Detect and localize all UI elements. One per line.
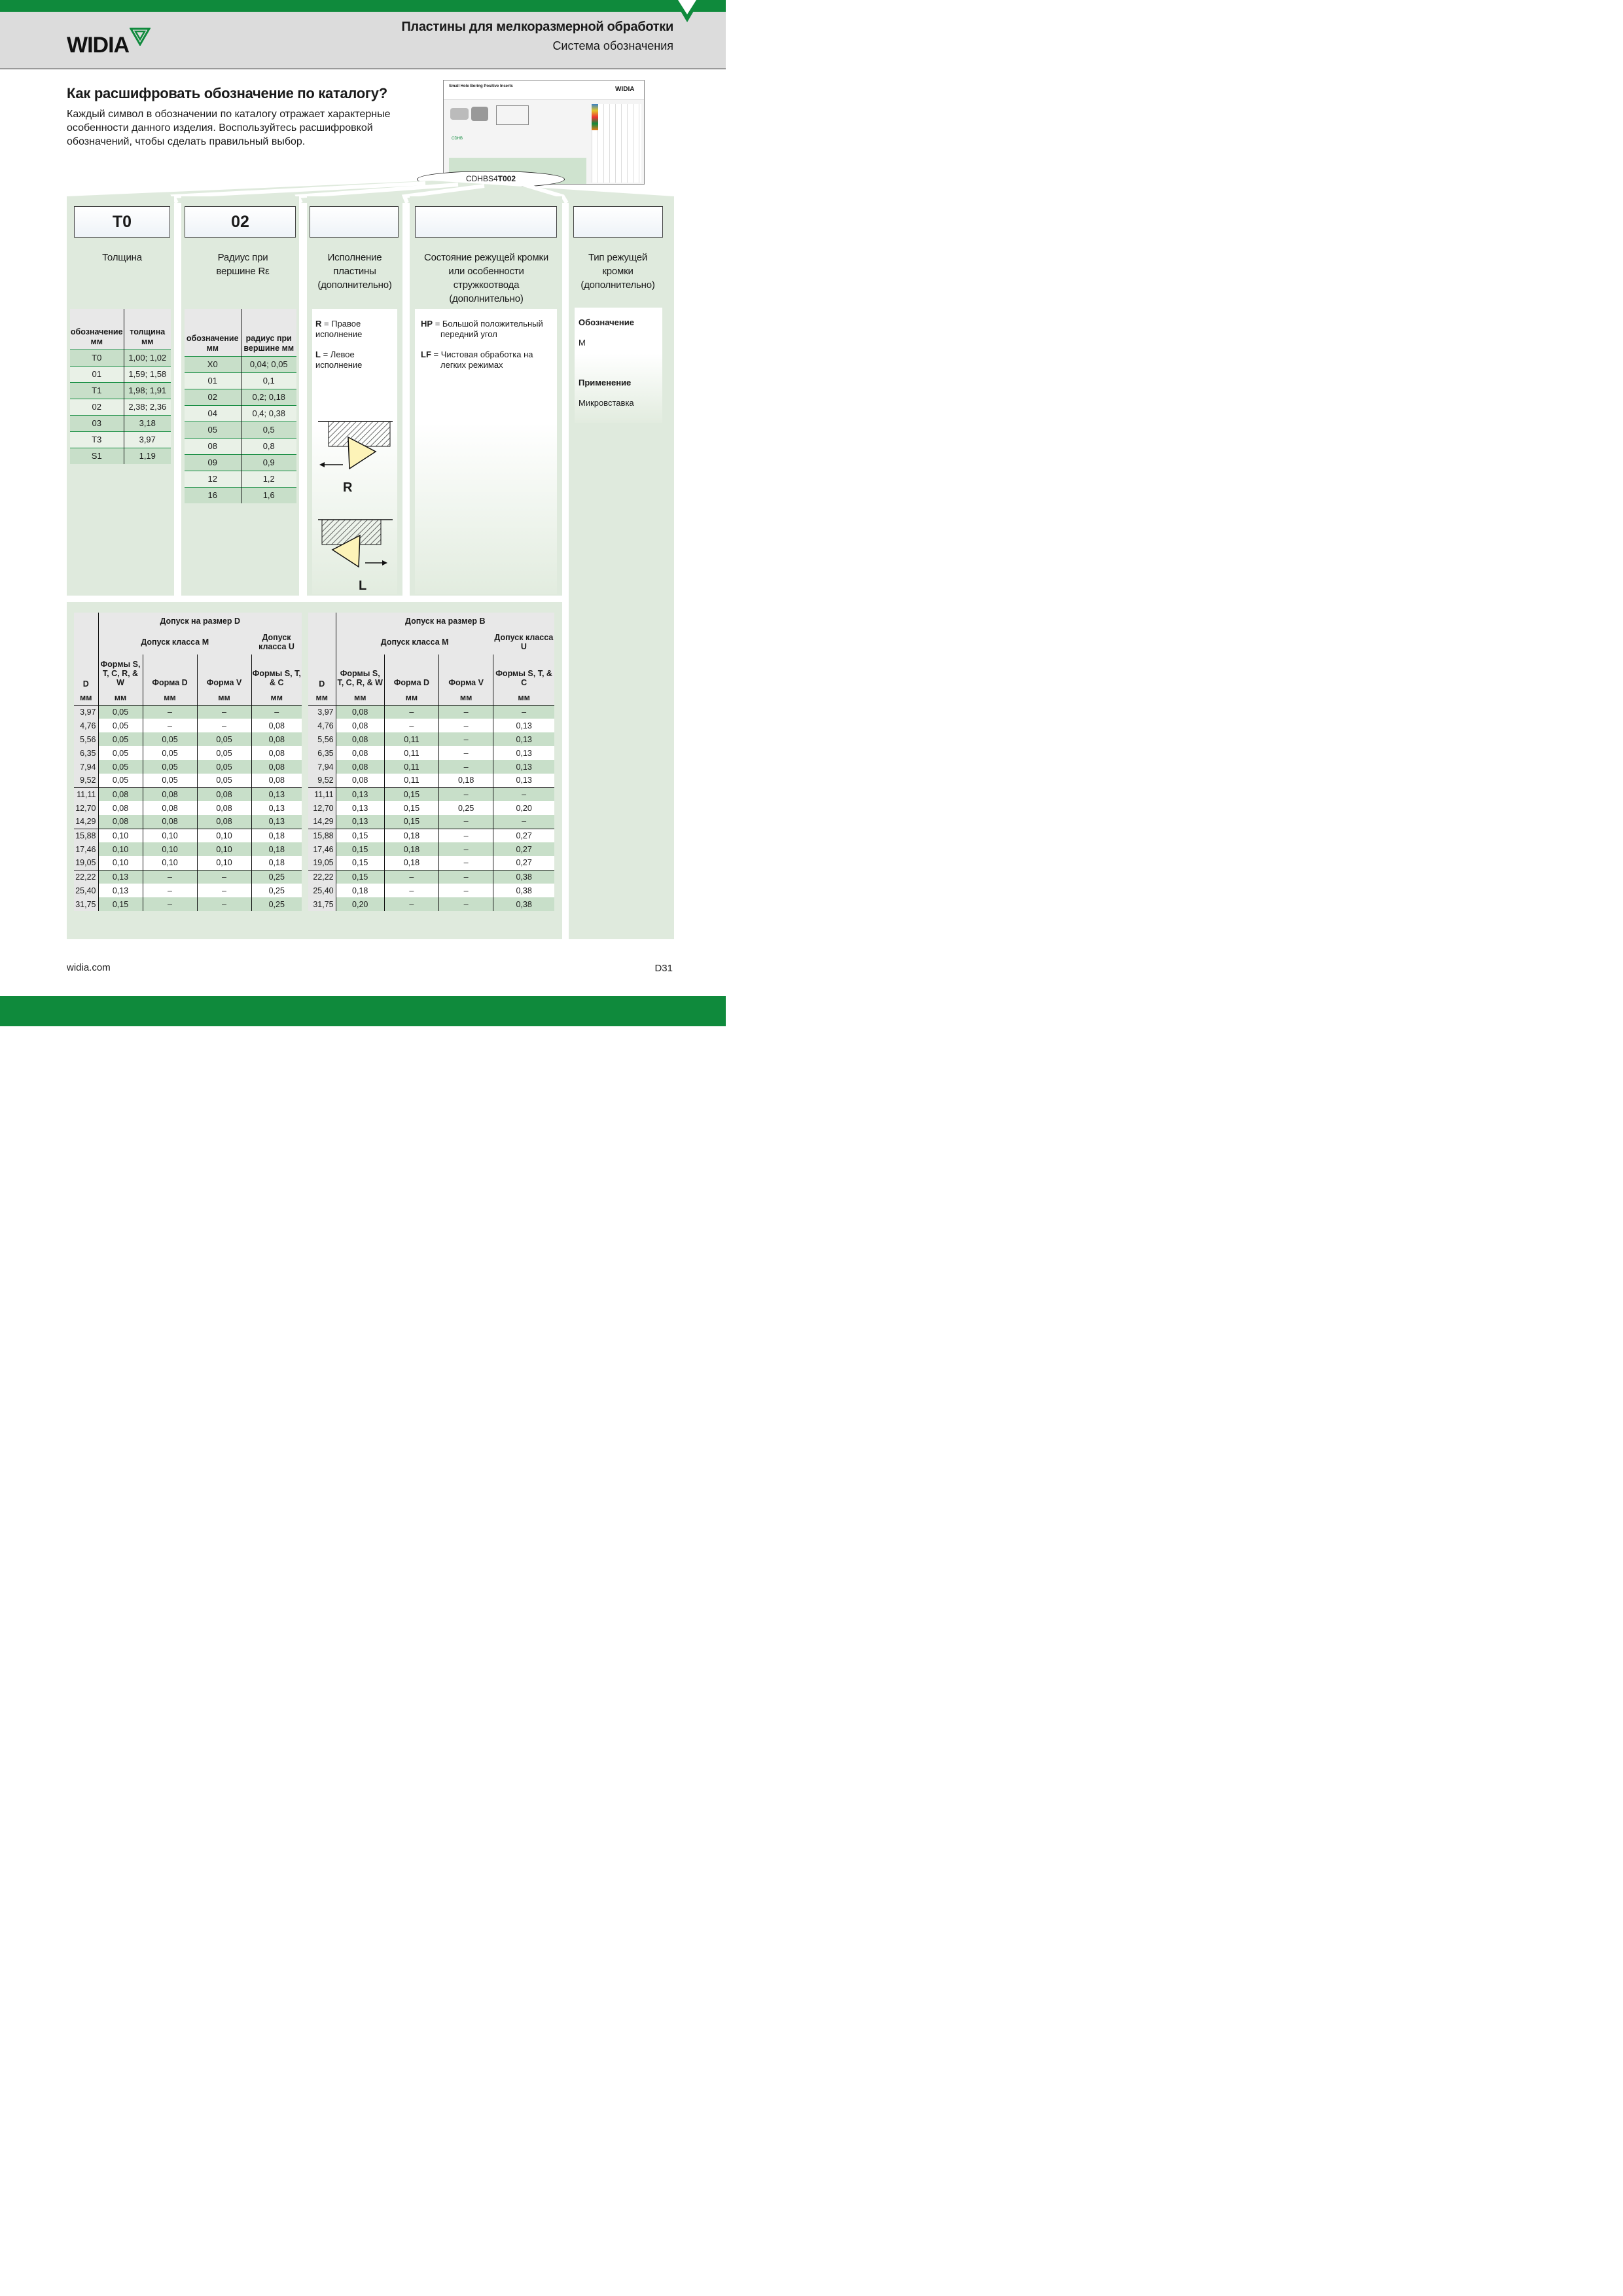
thumb-title: Small Hole Boring Positive Inserts bbox=[449, 84, 513, 88]
size-cell: 14,29 bbox=[74, 815, 98, 829]
label-edge: Состояние режущей кромки или особенности стружкоотвода (дополнительно) bbox=[424, 252, 548, 304]
type-heading-designation: Обозначение bbox=[579, 317, 634, 327]
tolerance-cell: 0,05 bbox=[143, 760, 197, 774]
tolerance-cell: 0,08 bbox=[98, 787, 143, 801]
tolerance-cell: 0,08 bbox=[98, 801, 143, 815]
table-row bbox=[308, 829, 554, 842]
table-row bbox=[74, 815, 302, 829]
tolerance-cell: 0,18 bbox=[439, 774, 493, 787]
catalog-thumbnail bbox=[443, 80, 645, 185]
table-row bbox=[308, 760, 554, 774]
tol-d-h4: Формы S, T, & C bbox=[251, 655, 302, 691]
tolerance-cell: – bbox=[439, 787, 493, 801]
tolerance-cell: – bbox=[384, 884, 438, 897]
tolerance-cell: 0,11 bbox=[384, 760, 438, 774]
table-row bbox=[74, 801, 302, 815]
tolerance-cell: – bbox=[197, 719, 251, 732]
tol-b-classU: Допуск класса U bbox=[493, 630, 554, 655]
tolerance-cell: 0,27 bbox=[493, 856, 554, 870]
tolerance-cell: – bbox=[197, 897, 251, 911]
tolerance-cell: 0,15 bbox=[336, 870, 384, 884]
tolerance-cell: 0,08 bbox=[251, 719, 302, 732]
tolerance-cell: 0,08 bbox=[197, 801, 251, 815]
tolerance-cell: 0,38 bbox=[493, 870, 554, 884]
radius-th2: радиус при вершине мм bbox=[241, 309, 296, 356]
tolerance-cell: 0,08 bbox=[336, 760, 384, 774]
table-row bbox=[308, 897, 554, 911]
tolerance-cell: 0,08 bbox=[98, 815, 143, 829]
tolerance-cell: – bbox=[439, 870, 493, 884]
size-cell: 12,70 bbox=[74, 801, 98, 815]
table-row: 12 1,2 bbox=[185, 471, 296, 487]
size-cell: 9,52 bbox=[74, 774, 98, 787]
intro-text: Каждый символ в обозначении по каталогу отражает характерные особенности данного изделия. Воспользуйтесь расшифровкой обозначений, чтобы сделать правильный выбор. bbox=[67, 109, 391, 147]
table-row: X0 0,04; 0,05 bbox=[185, 356, 296, 372]
tolerance-cell: 0,18 bbox=[251, 829, 302, 842]
tolerance-cell: – bbox=[439, 897, 493, 911]
table-row bbox=[74, 719, 302, 732]
tolerance-cell: 0,10 bbox=[98, 829, 143, 842]
tolerance-cell: 0,10 bbox=[197, 829, 251, 842]
tolerance-cell: 0,18 bbox=[384, 842, 438, 856]
tolerance-cell: 0,05 bbox=[98, 705, 143, 719]
tolerance-cell: – bbox=[143, 719, 197, 732]
edge-lf-note: LF = Чистовая обработка на легких режимах bbox=[421, 350, 533, 370]
table-row bbox=[74, 705, 302, 719]
tolerance-cell: 0,20 bbox=[336, 897, 384, 911]
size-cell: 31,75 bbox=[308, 897, 336, 911]
radius-table bbox=[185, 309, 296, 503]
page-number: D31 bbox=[654, 963, 673, 974]
table-row bbox=[308, 815, 554, 829]
tolerance-cell: 0,15 bbox=[336, 829, 384, 842]
tol-b-h3: Форма V bbox=[439, 655, 493, 691]
thumb-brand: WIDIA bbox=[615, 86, 635, 93]
code-box-edge bbox=[415, 206, 557, 238]
size-cell: 5,56 bbox=[74, 732, 98, 746]
table-row bbox=[308, 801, 554, 815]
table-row bbox=[74, 884, 302, 897]
label-hand: Исполнение пластины (дополнительно) bbox=[317, 252, 392, 291]
table-row bbox=[74, 774, 302, 787]
tolerance-cell: 0,18 bbox=[384, 829, 438, 842]
tol-d-h1: Формы S, T, C, R, & W bbox=[98, 655, 143, 691]
type-heading-application: Применение bbox=[579, 378, 632, 387]
size-cell: 6,35 bbox=[74, 746, 98, 760]
size-cell: 6,35 bbox=[308, 746, 336, 760]
tolerance-cell: 0,10 bbox=[143, 856, 197, 870]
code-box-radius: 02 bbox=[185, 206, 296, 238]
label-radius: Радиус при вершине Rε bbox=[216, 252, 270, 277]
table-row: 02 2,38; 2,36 bbox=[70, 399, 171, 415]
tolerance-cell: – bbox=[439, 815, 493, 829]
tolerance-cell: 0,05 bbox=[143, 746, 197, 760]
tolerance-cell: 0,10 bbox=[98, 842, 143, 856]
radius-th1: обозначение мм bbox=[185, 309, 241, 356]
r-figure-label: R bbox=[343, 480, 353, 495]
tolerance-cell: 0,13 bbox=[336, 801, 384, 815]
tol-b-classM: Допуск класса M bbox=[336, 630, 493, 655]
tolerance-cell: 0,05 bbox=[98, 774, 143, 787]
label-type: Тип режущей кромки (дополнительно) bbox=[580, 252, 655, 291]
tolerance-cell: 0,05 bbox=[197, 732, 251, 746]
size-cell: 19,05 bbox=[74, 856, 98, 870]
tolerance-b-table: D Допуск на размер B Допуск класса M Допуск класса U Формы S, T, C, R, & W Форма D Форма V Формы S, T, & C мм мм мм мм мм 3,97 0,08 – – – 4,76 0,08 – – 0,13 5,56 0,08 0,11 – 0,13 6,35 0,08 0,11 – 0,13 7,94 0,08 0,11 – 0,13 9,52 0,08 0,11 0,18 0,13 11,11 0,13 0,15 – – 12,70 0,13 0,15 0,25 0,20 14,29 0,13 0,15 – – 15,88 0,15 0,18 – 0,27 17,46 0,15 0,18 – 0,27 19,05 0,15 0,18 – 0,27 22,22 0,15 – – 0,38 25,40 0,18 – – 0,38 31,75 0,20 – – 0,38 bbox=[308, 613, 554, 911]
tolerance-cell: 0,10 bbox=[197, 842, 251, 856]
tolerance-cell: 0,11 bbox=[384, 746, 438, 760]
size-cell: 22,22 bbox=[308, 870, 336, 884]
table-row: S1 1,19 bbox=[70, 448, 171, 464]
tol-b-h4: Формы S, T, & C bbox=[493, 655, 554, 691]
tolerance-cell: – bbox=[493, 705, 554, 719]
size-cell: 25,40 bbox=[308, 884, 336, 897]
tolerance-cell: 0,05 bbox=[197, 774, 251, 787]
table-row: 09 0,9 bbox=[185, 454, 296, 471]
tolerance-cell: 0,10 bbox=[197, 856, 251, 870]
tolerance-cell: 0,13 bbox=[98, 884, 143, 897]
tolerance-cell: 0,25 bbox=[251, 884, 302, 897]
tol-d-title: Допуск на размер D bbox=[98, 613, 302, 630]
tolerance-cell: 0,18 bbox=[336, 884, 384, 897]
table-row: 04 0,4; 0,38 bbox=[185, 405, 296, 422]
size-cell: 5,56 bbox=[308, 732, 336, 746]
tolerance-cell: 0,08 bbox=[251, 732, 302, 746]
tolerance-cell: 0,15 bbox=[384, 815, 438, 829]
type-value-application: Микровставка bbox=[579, 398, 634, 408]
tolerance-cell: 0,11 bbox=[384, 732, 438, 746]
widia-logo: WIDIA bbox=[67, 33, 130, 58]
size-cell: 31,75 bbox=[74, 897, 98, 911]
tol-b-title: Допуск на размер B bbox=[336, 613, 554, 630]
table-row bbox=[308, 870, 554, 884]
tolerance-cell: 0,05 bbox=[197, 760, 251, 774]
tolerance-cell: – bbox=[197, 705, 251, 719]
thickness-th2: толщина мм bbox=[124, 309, 171, 350]
table-row bbox=[308, 787, 554, 801]
page-title: Как расшифровать обозначение по каталогу? bbox=[67, 85, 387, 101]
corner-notch-inner bbox=[678, 0, 696, 14]
edge-hp-note: HP = Большой положительный передний угол bbox=[421, 319, 543, 339]
size-cell: 4,76 bbox=[308, 719, 336, 732]
tolerance-cell: 0,08 bbox=[197, 815, 251, 829]
table-row bbox=[308, 732, 554, 746]
catalog-page bbox=[0, 0, 726, 1026]
tolerance-cell: 0,18 bbox=[251, 842, 302, 856]
code-box-hand bbox=[310, 206, 399, 238]
tolerance-cell: – bbox=[439, 856, 493, 870]
table-row bbox=[74, 732, 302, 746]
tolerance-d-table: D Допуск на размер D Допуск класса M Допуск класса U Формы S, T, C, R, & W Форма D Форма V Формы S, T, & C мм мм мм мм мм 3,97 0,05 – – – 4,76 0,05 – – 0,08 5,56 0,05 0,05 0,05 0,08 6,35 0,05 0,05 0,05 0,08 7,94 0,05 0,05 0,05 0,08 9,52 0,05 0,05 0,05 0,08 11,11 0,08 0,08 0,08 0,13 12,70 0,08 0,08 0,08 0,13 14,29 0,08 0,08 0,08 0,13 15,88 0,10 0,10 0,10 0,18 17,46 0,10 0,10 0,10 0,18 19,05 0,10 0,10 0,10 0,18 22,22 0,13 – – 0,25 25,40 0,13 – – 0,25 31,75 0,15 – – 0,25 bbox=[74, 613, 302, 911]
tolerance-cell: 0,08 bbox=[251, 760, 302, 774]
size-cell: 12,70 bbox=[308, 801, 336, 815]
tolerance-cell: 0,08 bbox=[143, 801, 197, 815]
top-green-bar bbox=[0, 0, 726, 12]
tolerance-cell: 0,08 bbox=[197, 787, 251, 801]
table-row bbox=[74, 829, 302, 842]
table-row bbox=[308, 856, 554, 870]
table-row: 03 3,18 bbox=[70, 415, 171, 431]
header-subtitle: Система обозначения bbox=[552, 39, 673, 52]
tolerance-cell: 0,13 bbox=[493, 774, 554, 787]
tolerance-cell: – bbox=[439, 705, 493, 719]
tolerance-cell: 0,27 bbox=[493, 829, 554, 842]
callout-bold: T002 bbox=[497, 174, 516, 183]
tolerance-cell: – bbox=[384, 705, 438, 719]
l-figure-label: L bbox=[359, 579, 367, 593]
hand-l-note: L = Левое исполнение bbox=[315, 350, 363, 370]
tolerance-cell: 0,13 bbox=[493, 746, 554, 760]
widia-triangle-icon bbox=[130, 27, 151, 46]
bottom-green-bar bbox=[0, 996, 726, 1026]
tolerance-cell: 0,25 bbox=[251, 897, 302, 911]
tolerance-b-body bbox=[308, 705, 554, 911]
table-row bbox=[308, 705, 554, 719]
size-cell: 25,40 bbox=[74, 884, 98, 897]
callout-prefix: CDHBS4 bbox=[465, 174, 498, 183]
tolerance-cell: – bbox=[493, 787, 554, 801]
tolerance-cell: 0,15 bbox=[98, 897, 143, 911]
tolerance-cell: – bbox=[439, 829, 493, 842]
tolerance-cell: – bbox=[493, 815, 554, 829]
tolerance-cell: – bbox=[197, 870, 251, 884]
header-title: Пластины для мелкоразмерной обработки bbox=[401, 20, 673, 34]
size-cell: 3,97 bbox=[74, 705, 98, 719]
thickness-th1: обозначение мм bbox=[70, 309, 124, 350]
table-row: T3 3,97 bbox=[70, 431, 171, 448]
table-row: T0 1,00; 1,02 bbox=[70, 350, 171, 366]
size-cell: 3,97 bbox=[308, 705, 336, 719]
table-row bbox=[308, 842, 554, 856]
tolerance-cell: 0,13 bbox=[336, 815, 384, 829]
tolerance-cell: – bbox=[143, 884, 197, 897]
tolerance-cell: 0,08 bbox=[143, 787, 197, 801]
tolerance-cell: 0,05 bbox=[197, 746, 251, 760]
tolerance-cell: – bbox=[143, 870, 197, 884]
tol-d-h2: Форма D bbox=[143, 655, 197, 691]
tolerance-cell: – bbox=[251, 705, 302, 719]
tolerance-cell: 0,10 bbox=[98, 856, 143, 870]
code-box-thickness: T0 bbox=[74, 206, 170, 238]
table-row bbox=[74, 870, 302, 884]
tolerance-cell: 0,18 bbox=[251, 856, 302, 870]
tol-d-h3: Форма V bbox=[197, 655, 251, 691]
size-cell: 7,94 bbox=[74, 760, 98, 774]
tolerance-cell: 0,13 bbox=[493, 719, 554, 732]
tolerance-cell: – bbox=[143, 897, 197, 911]
tolerance-cell: 0,27 bbox=[493, 842, 554, 856]
tolerance-cell: 0,10 bbox=[143, 829, 197, 842]
size-cell: 22,22 bbox=[74, 870, 98, 884]
tolerance-cell: – bbox=[439, 842, 493, 856]
size-cell: 9,52 bbox=[308, 774, 336, 787]
tol-b-h2: Форма D bbox=[384, 655, 438, 691]
tolerance-cell: 0,08 bbox=[336, 774, 384, 787]
size-cell: 4,76 bbox=[74, 719, 98, 732]
tolerance-cell: 0,11 bbox=[384, 774, 438, 787]
thumb-series: CDHB bbox=[452, 137, 463, 141]
tolerance-cell: 0,08 bbox=[336, 732, 384, 746]
tolerance-cell: 0,05 bbox=[143, 732, 197, 746]
tol-b-h1: Формы S, T, C, R, & W bbox=[336, 655, 384, 691]
tolerance-cell: 0,08 bbox=[336, 719, 384, 732]
size-cell: 17,46 bbox=[74, 842, 98, 856]
type-value-designation: M bbox=[579, 338, 586, 348]
table-row: 08 0,8 bbox=[185, 438, 296, 454]
table-row bbox=[308, 774, 554, 787]
tolerance-cell: 0,18 bbox=[384, 856, 438, 870]
tolerance-cell: 0,38 bbox=[493, 884, 554, 897]
table-row: 01 1,59; 1,58 bbox=[70, 366, 171, 382]
table-row bbox=[308, 719, 554, 732]
tolerance-cell: 0,05 bbox=[98, 732, 143, 746]
tolerance-cell: 0,13 bbox=[98, 870, 143, 884]
size-cell: 15,88 bbox=[308, 829, 336, 842]
tolerance-cell: 0,13 bbox=[493, 760, 554, 774]
right-hand-diagram bbox=[317, 416, 394, 475]
table-row bbox=[74, 787, 302, 801]
tolerance-cell: 0,08 bbox=[336, 705, 384, 719]
tolerance-cell: 0,10 bbox=[143, 842, 197, 856]
tolerance-cell: – bbox=[439, 884, 493, 897]
tolerance-cell: – bbox=[439, 719, 493, 732]
tolerance-cell: 0,08 bbox=[336, 746, 384, 760]
tolerance-cell: 0,08 bbox=[251, 774, 302, 787]
code-box-type bbox=[573, 206, 663, 238]
tolerance-cell: 0,15 bbox=[336, 842, 384, 856]
size-cell: 11,11 bbox=[74, 787, 98, 801]
label-thickness: Толщина bbox=[102, 252, 142, 263]
tolerance-cell: 0,13 bbox=[251, 815, 302, 829]
tol-d-classU: Допуск класса U bbox=[251, 630, 302, 655]
size-cell: 14,29 bbox=[308, 815, 336, 829]
tolerance-cell: 0,05 bbox=[143, 774, 197, 787]
table-row bbox=[308, 884, 554, 897]
tolerance-cell: 0,13 bbox=[251, 787, 302, 801]
tol-d-classM: Допуск класса M bbox=[98, 630, 251, 655]
tolerance-cell: 0,05 bbox=[98, 760, 143, 774]
tolerance-cell: 0,20 bbox=[493, 801, 554, 815]
tolerance-cell: – bbox=[439, 746, 493, 760]
table-row: 16 1,6 bbox=[185, 487, 296, 503]
size-cell: 19,05 bbox=[308, 856, 336, 870]
table-row: 02 0,2; 0,18 bbox=[185, 389, 296, 405]
size-cell: 17,46 bbox=[308, 842, 336, 856]
tolerance-cell: 0,05 bbox=[98, 746, 143, 760]
table-row: T1 1,98; 1,91 bbox=[70, 382, 171, 399]
table-row: 05 0,5 bbox=[185, 422, 296, 438]
left-hand-diagram bbox=[317, 514, 394, 573]
tolerance-cell: 0,15 bbox=[384, 787, 438, 801]
tolerance-cell: 0,08 bbox=[251, 746, 302, 760]
table-row bbox=[74, 897, 302, 911]
tolerance-cell: – bbox=[384, 870, 438, 884]
table-row bbox=[74, 856, 302, 870]
tolerance-cell: – bbox=[197, 884, 251, 897]
tolerance-cell: – bbox=[384, 897, 438, 911]
size-cell: 7,94 bbox=[308, 760, 336, 774]
tolerance-cell: 0,25 bbox=[439, 801, 493, 815]
tolerance-cell: 0,15 bbox=[336, 856, 384, 870]
hand-r-note: R = Правое исполнение bbox=[315, 319, 363, 339]
tolerance-cell: 0,13 bbox=[493, 732, 554, 746]
tolerance-d-body bbox=[74, 705, 302, 911]
tolerance-cell: 0,13 bbox=[251, 801, 302, 815]
tolerance-cell: 0,08 bbox=[143, 815, 197, 829]
tolerance-cell: 0,25 bbox=[251, 870, 302, 884]
size-cell: 15,88 bbox=[74, 829, 98, 842]
tolerance-cell: 0,15 bbox=[384, 801, 438, 815]
tolerance-cell: – bbox=[439, 732, 493, 746]
table-row bbox=[74, 746, 302, 760]
footer-url[interactable]: widia.com bbox=[67, 962, 111, 973]
tolerance-cell: – bbox=[143, 705, 197, 719]
table-row bbox=[74, 760, 302, 774]
size-cell: 11,11 bbox=[308, 787, 336, 801]
tolerance-cell: 0,05 bbox=[98, 719, 143, 732]
tolerance-cell: – bbox=[439, 760, 493, 774]
thickness-table bbox=[70, 309, 171, 464]
table-row bbox=[74, 842, 302, 856]
tolerance-cell: – bbox=[384, 719, 438, 732]
tol-b-h0: D bbox=[308, 613, 336, 691]
table-row bbox=[308, 746, 554, 760]
tol-d-h0: D bbox=[74, 613, 98, 691]
table-row: 01 0,1 bbox=[185, 372, 296, 389]
tolerance-cell: 0,38 bbox=[493, 897, 554, 911]
tolerance-cell: 0,13 bbox=[336, 787, 384, 801]
